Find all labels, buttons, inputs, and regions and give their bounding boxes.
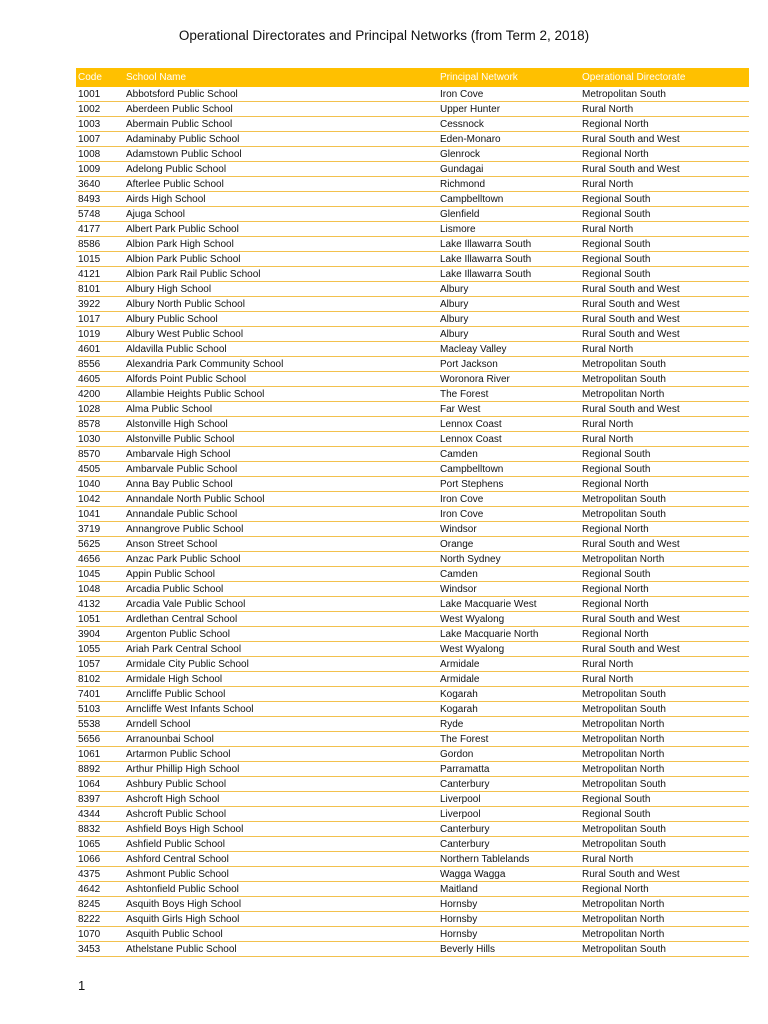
cell-school-name: Ambarvale High School — [124, 447, 438, 462]
cell-principal-network: Cessnock — [438, 117, 580, 132]
cell-code: 5748 — [76, 207, 124, 222]
table-row — [76, 462, 749, 477]
cell-operational-directorate: Metropolitan North — [580, 912, 749, 927]
cell-school-name: Arranounbai School — [124, 732, 438, 747]
cell-code: 8101 — [76, 282, 124, 297]
table-row — [76, 687, 749, 702]
table-row — [76, 162, 749, 177]
table-row — [76, 567, 749, 582]
cell-operational-directorate: Metropolitan South — [580, 777, 749, 792]
cell-principal-network: Lismore — [438, 222, 580, 237]
cell-operational-directorate: Regional South — [580, 807, 749, 822]
table-row — [76, 312, 749, 327]
table-row — [76, 522, 749, 537]
cell-school-name: Alstonville High School — [124, 417, 438, 432]
cell-school-name: Ashfield Boys High School — [124, 822, 438, 837]
cell-operational-directorate: Rural South and West — [580, 312, 749, 327]
table-row — [76, 702, 749, 717]
cell-school-name: Airds High School — [124, 192, 438, 207]
cell-principal-network: Armidale — [438, 657, 580, 672]
cell-principal-network: Port Jackson — [438, 357, 580, 372]
cell-school-name: Abermain Public School — [124, 117, 438, 132]
cell-principal-network: Glenfield — [438, 207, 580, 222]
cell-principal-network: Lake Macquarie West — [438, 597, 580, 612]
cell-operational-directorate: Metropolitan South — [580, 87, 749, 102]
cell-operational-directorate: Metropolitan North — [580, 732, 749, 747]
table-row — [76, 117, 749, 132]
cell-principal-network: Upper Hunter — [438, 102, 580, 117]
table-row — [76, 222, 749, 237]
table-row — [76, 732, 749, 747]
cell-operational-directorate: Rural South and West — [580, 132, 749, 147]
cell-principal-network: Kogarah — [438, 687, 580, 702]
schools-table — [76, 68, 749, 957]
cell-operational-directorate: Regional South — [580, 462, 749, 477]
cell-principal-network: Albury — [438, 297, 580, 312]
cell-principal-network: Hornsby — [438, 897, 580, 912]
cell-operational-directorate: Regional North — [580, 882, 749, 897]
cell-principal-network: Port Stephens — [438, 477, 580, 492]
cell-operational-directorate: Metropolitan South — [580, 942, 749, 957]
cell-operational-directorate: Metropolitan North — [580, 897, 749, 912]
cell-code: 4656 — [76, 552, 124, 567]
cell-principal-network: Lennox Coast — [438, 432, 580, 447]
cell-school-name: Ashford Central School — [124, 852, 438, 867]
cell-school-name: Annandale North Public School — [124, 492, 438, 507]
cell-school-name: Alstonville Public School — [124, 432, 438, 447]
cell-school-name: Anna Bay Public School — [124, 477, 438, 492]
cell-principal-network: Iron Cove — [438, 87, 580, 102]
cell-code: 1057 — [76, 657, 124, 672]
table-row — [76, 237, 749, 252]
cell-operational-directorate: Regional South — [580, 267, 749, 282]
cell-operational-directorate: Metropolitan North — [580, 747, 749, 762]
cell-principal-network: Windsor — [438, 522, 580, 537]
cell-school-name: Armidale High School — [124, 672, 438, 687]
cell-school-name: Arndell School — [124, 717, 438, 732]
header-operational-directorate: Operational Directorate — [580, 68, 749, 87]
table-row — [76, 177, 749, 192]
cell-school-name: Arcadia Public School — [124, 582, 438, 597]
cell-code: 1041 — [76, 507, 124, 522]
cell-school-name: Arcadia Vale Public School — [124, 597, 438, 612]
cell-code: 8222 — [76, 912, 124, 927]
cell-principal-network: Liverpool — [438, 792, 580, 807]
cell-code: 8832 — [76, 822, 124, 837]
table-row — [76, 507, 749, 522]
table-row — [76, 837, 749, 852]
cell-code: 1003 — [76, 117, 124, 132]
cell-principal-network: Albury — [438, 282, 580, 297]
cell-code: 4605 — [76, 372, 124, 387]
cell-school-name: Asquith Girls High School — [124, 912, 438, 927]
cell-principal-network: The Forest — [438, 387, 580, 402]
cell-school-name: Ajuga School — [124, 207, 438, 222]
cell-code: 5656 — [76, 732, 124, 747]
cell-operational-directorate: Regional South — [580, 252, 749, 267]
cell-code: 4200 — [76, 387, 124, 402]
cell-principal-network: Liverpool — [438, 807, 580, 822]
table-row — [76, 372, 749, 387]
cell-operational-directorate: Metropolitan South — [580, 687, 749, 702]
cell-code: 3719 — [76, 522, 124, 537]
cell-operational-directorate: Regional South — [580, 237, 749, 252]
cell-principal-network: Woronora River — [438, 372, 580, 387]
cell-code: 1001 — [76, 87, 124, 102]
cell-code: 1048 — [76, 582, 124, 597]
cell-operational-directorate: Rural North — [580, 342, 749, 357]
cell-school-name: Ariah Park Central School — [124, 642, 438, 657]
table-row — [76, 612, 749, 627]
cell-code: 8245 — [76, 897, 124, 912]
cell-code: 3922 — [76, 297, 124, 312]
cell-principal-network: Canterbury — [438, 837, 580, 852]
table-body — [76, 87, 749, 957]
cell-operational-directorate: Metropolitan North — [580, 927, 749, 942]
cell-school-name: Arthur Phillip High School — [124, 762, 438, 777]
cell-school-name: Anzac Park Public School — [124, 552, 438, 567]
cell-school-name: Afterlee Public School — [124, 177, 438, 192]
cell-code: 8397 — [76, 792, 124, 807]
table-row — [76, 492, 749, 507]
table-row — [76, 747, 749, 762]
table-row — [76, 927, 749, 942]
table-row — [76, 552, 749, 567]
cell-school-name: Alma Public School — [124, 402, 438, 417]
cell-operational-directorate: Metropolitan North — [580, 762, 749, 777]
cell-operational-directorate: Rural South and West — [580, 327, 749, 342]
cell-operational-directorate: Rural North — [580, 852, 749, 867]
cell-principal-network: Parramatta — [438, 762, 580, 777]
cell-principal-network: North Sydney — [438, 552, 580, 567]
cell-code: 3904 — [76, 627, 124, 642]
cell-operational-directorate: Rural North — [580, 657, 749, 672]
cell-code: 4601 — [76, 342, 124, 357]
cell-code: 8493 — [76, 192, 124, 207]
cell-school-name: Appin Public School — [124, 567, 438, 582]
cell-operational-directorate: Rural North — [580, 432, 749, 447]
page-number: 1 — [78, 978, 86, 993]
cell-operational-directorate: Rural North — [580, 222, 749, 237]
cell-code: 1051 — [76, 612, 124, 627]
cell-code: 1040 — [76, 477, 124, 492]
cell-principal-network: Hornsby — [438, 912, 580, 927]
cell-principal-network: Campbelltown — [438, 192, 580, 207]
cell-principal-network: Macleay Valley — [438, 342, 580, 357]
cell-code: 4177 — [76, 222, 124, 237]
cell-principal-network: Lake Macquarie North — [438, 627, 580, 642]
cell-principal-network: Ryde — [438, 717, 580, 732]
cell-code: 1030 — [76, 432, 124, 447]
table-row — [76, 432, 749, 447]
cell-school-name: Ashcroft Public School — [124, 807, 438, 822]
cell-operational-directorate: Metropolitan North — [580, 552, 749, 567]
cell-school-name: Asquith Public School — [124, 927, 438, 942]
table-row — [76, 447, 749, 462]
cell-principal-network: Richmond — [438, 177, 580, 192]
cell-code: 1008 — [76, 147, 124, 162]
cell-principal-network: Far West — [438, 402, 580, 417]
table-row — [76, 87, 749, 102]
table-row — [76, 867, 749, 882]
cell-school-name: Albert Park Public School — [124, 222, 438, 237]
table-row — [76, 912, 749, 927]
cell-code: 1066 — [76, 852, 124, 867]
cell-operational-directorate: Rural North — [580, 417, 749, 432]
cell-operational-directorate: Regional South — [580, 192, 749, 207]
cell-school-name: Albion Park Public School — [124, 252, 438, 267]
cell-school-name: Annangrove Public School — [124, 522, 438, 537]
cell-school-name: Alfords Point Public School — [124, 372, 438, 387]
cell-principal-network: The Forest — [438, 732, 580, 747]
cell-code: 1070 — [76, 927, 124, 942]
cell-school-name: Annandale Public School — [124, 507, 438, 522]
cell-code: 8578 — [76, 417, 124, 432]
cell-code: 1045 — [76, 567, 124, 582]
cell-school-name: Alexandria Park Community School — [124, 357, 438, 372]
cell-operational-directorate: Metropolitan North — [580, 717, 749, 732]
table-row — [76, 282, 749, 297]
cell-principal-network: Eden-Monaro — [438, 132, 580, 147]
cell-code: 7401 — [76, 687, 124, 702]
cell-principal-network: West Wyalong — [438, 612, 580, 627]
cell-school-name: Ashfield Public School — [124, 837, 438, 852]
cell-principal-network: Camden — [438, 567, 580, 582]
table-row — [76, 852, 749, 867]
cell-principal-network: Beverly Hills — [438, 942, 580, 957]
cell-principal-network: Lake Illawarra South — [438, 237, 580, 252]
cell-school-name: Arncliffe West Infants School — [124, 702, 438, 717]
cell-operational-directorate: Regional North — [580, 582, 749, 597]
cell-code: 4375 — [76, 867, 124, 882]
table-row — [76, 882, 749, 897]
table-row — [76, 777, 749, 792]
cell-operational-directorate: Metropolitan South — [580, 492, 749, 507]
table-header-row — [76, 68, 749, 87]
cell-code: 1019 — [76, 327, 124, 342]
cell-code: 1065 — [76, 837, 124, 852]
cell-principal-network: Gordon — [438, 747, 580, 762]
cell-operational-directorate: Metropolitan South — [580, 357, 749, 372]
table-row — [76, 792, 749, 807]
cell-code: 8570 — [76, 447, 124, 462]
cell-code: 8102 — [76, 672, 124, 687]
table-row — [76, 132, 749, 147]
cell-operational-directorate: Regional South — [580, 207, 749, 222]
table-row — [76, 582, 749, 597]
table-row — [76, 672, 749, 687]
cell-code: 8556 — [76, 357, 124, 372]
cell-school-name: Asquith Boys High School — [124, 897, 438, 912]
cell-principal-network: Windsor — [438, 582, 580, 597]
table-row — [76, 297, 749, 312]
table-row — [76, 387, 749, 402]
table-row — [76, 807, 749, 822]
table-row — [76, 717, 749, 732]
cell-code: 1064 — [76, 777, 124, 792]
cell-school-name: Ardlethan Central School — [124, 612, 438, 627]
table-row — [76, 192, 749, 207]
cell-code: 1017 — [76, 312, 124, 327]
table-row — [76, 477, 749, 492]
cell-operational-directorate: Metropolitan South — [580, 822, 749, 837]
cell-school-name: Arncliffe Public School — [124, 687, 438, 702]
table-row — [76, 267, 749, 282]
cell-operational-directorate: Regional North — [580, 477, 749, 492]
cell-operational-directorate: Regional South — [580, 567, 749, 582]
cell-school-name: Albury North Public School — [124, 297, 438, 312]
cell-operational-directorate: Metropolitan South — [580, 702, 749, 717]
table-row — [76, 657, 749, 672]
cell-operational-directorate: Metropolitan South — [580, 372, 749, 387]
cell-code: 1009 — [76, 162, 124, 177]
cell-principal-network: Orange — [438, 537, 580, 552]
cell-school-name: Adamstown Public School — [124, 147, 438, 162]
cell-school-name: Aberdeen Public School — [124, 102, 438, 117]
table-row — [76, 357, 749, 372]
cell-school-name: Albion Park Rail Public School — [124, 267, 438, 282]
cell-principal-network: Lake Illawarra South — [438, 267, 580, 282]
table-row — [76, 537, 749, 552]
table-row — [76, 342, 749, 357]
cell-principal-network: Lennox Coast — [438, 417, 580, 432]
cell-school-name: Adelong Public School — [124, 162, 438, 177]
cell-principal-network: Glenrock — [438, 147, 580, 162]
cell-school-name: Artarmon Public School — [124, 747, 438, 762]
cell-operational-directorate: Metropolitan South — [580, 507, 749, 522]
table-row — [76, 897, 749, 912]
cell-code: 8586 — [76, 237, 124, 252]
cell-school-name: Ambarvale Public School — [124, 462, 438, 477]
cell-principal-network: Hornsby — [438, 927, 580, 942]
table-row — [76, 147, 749, 162]
cell-school-name: Argenton Public School — [124, 627, 438, 642]
table-row — [76, 207, 749, 222]
cell-code: 1055 — [76, 642, 124, 657]
cell-principal-network: Canterbury — [438, 822, 580, 837]
cell-operational-directorate: Metropolitan North — [580, 387, 749, 402]
cell-principal-network: Gundagai — [438, 162, 580, 177]
header-principal-network: Principal Network — [438, 68, 580, 87]
cell-operational-directorate: Rural North — [580, 177, 749, 192]
cell-principal-network: Campbelltown — [438, 462, 580, 477]
cell-operational-directorate: Rural South and West — [580, 642, 749, 657]
cell-code: 5103 — [76, 702, 124, 717]
cell-school-name: Allambie Heights Public School — [124, 387, 438, 402]
cell-school-name: Ashtonfield Public School — [124, 882, 438, 897]
cell-operational-directorate: Regional South — [580, 447, 749, 462]
table-row — [76, 642, 749, 657]
cell-school-name: Albury Public School — [124, 312, 438, 327]
cell-code: 5538 — [76, 717, 124, 732]
table-row — [76, 822, 749, 837]
cell-operational-directorate: Rural South and West — [580, 297, 749, 312]
cell-school-name: Anson Street School — [124, 537, 438, 552]
table-row — [76, 252, 749, 267]
cell-code: 5625 — [76, 537, 124, 552]
cell-code: 8892 — [76, 762, 124, 777]
cell-operational-directorate: Regional North — [580, 117, 749, 132]
cell-code: 4121 — [76, 267, 124, 282]
cell-school-name: Aldavilla Public School — [124, 342, 438, 357]
cell-principal-network: Wagga Wagga — [438, 867, 580, 882]
table-row — [76, 762, 749, 777]
table-row — [76, 102, 749, 117]
cell-principal-network: Iron Cove — [438, 507, 580, 522]
table-row — [76, 402, 749, 417]
cell-principal-network: Albury — [438, 312, 580, 327]
cell-operational-directorate: Rural South and West — [580, 282, 749, 297]
cell-school-name: Albury West Public School — [124, 327, 438, 342]
table-row — [76, 417, 749, 432]
cell-principal-network: Northern Tablelands — [438, 852, 580, 867]
cell-principal-network: Armidale — [438, 672, 580, 687]
cell-code: 1015 — [76, 252, 124, 267]
cell-code: 1007 — [76, 132, 124, 147]
cell-school-name: Ashbury Public School — [124, 777, 438, 792]
page-title: Operational Directorates and Principal Networks (from Term 2, 2018) — [178, 28, 590, 43]
cell-operational-directorate: Rural North — [580, 102, 749, 117]
cell-operational-directorate: Rural South and West — [580, 867, 749, 882]
cell-operational-directorate: Regional North — [580, 522, 749, 537]
cell-operational-directorate: Regional North — [580, 597, 749, 612]
cell-code: 1002 — [76, 102, 124, 117]
cell-code: 1028 — [76, 402, 124, 417]
cell-school-name: Ashcroft High School — [124, 792, 438, 807]
header-school-name: School Name — [124, 68, 438, 87]
cell-school-name: Adaminaby Public School — [124, 132, 438, 147]
cell-code: 3640 — [76, 177, 124, 192]
cell-school-name: Albury High School — [124, 282, 438, 297]
cell-operational-directorate: Regional North — [580, 147, 749, 162]
cell-principal-network: Iron Cove — [438, 492, 580, 507]
cell-principal-network: Lake Illawarra South — [438, 252, 580, 267]
table-row — [76, 327, 749, 342]
cell-school-name: Athelstane Public School — [124, 942, 438, 957]
cell-code: 4132 — [76, 597, 124, 612]
cell-principal-network: Camden — [438, 447, 580, 462]
cell-operational-directorate: Rural South and West — [580, 402, 749, 417]
cell-code: 1061 — [76, 747, 124, 762]
cell-principal-network: Canterbury — [438, 777, 580, 792]
cell-school-name: Albion Park High School — [124, 237, 438, 252]
cell-principal-network: West Wyalong — [438, 642, 580, 657]
cell-operational-directorate: Rural South and West — [580, 612, 749, 627]
cell-principal-network: Albury — [438, 327, 580, 342]
table-row — [76, 942, 749, 957]
cell-principal-network: Kogarah — [438, 702, 580, 717]
cell-operational-directorate: Regional South — [580, 792, 749, 807]
cell-principal-network: Maitland — [438, 882, 580, 897]
cell-operational-directorate: Rural North — [580, 672, 749, 687]
cell-school-name: Armidale City Public School — [124, 657, 438, 672]
cell-code: 4344 — [76, 807, 124, 822]
cell-operational-directorate: Rural South and West — [580, 162, 749, 177]
table-row — [76, 597, 749, 612]
cell-code: 4505 — [76, 462, 124, 477]
cell-school-name: Ashmont Public School — [124, 867, 438, 882]
cell-operational-directorate: Rural South and West — [580, 537, 749, 552]
cell-code: 1042 — [76, 492, 124, 507]
cell-code: 3453 — [76, 942, 124, 957]
cell-school-name: Abbotsford Public School — [124, 87, 438, 102]
header-code: Code — [76, 68, 124, 87]
cell-code: 4642 — [76, 882, 124, 897]
table-row — [76, 627, 749, 642]
cell-operational-directorate: Metropolitan South — [580, 837, 749, 852]
cell-operational-directorate: Regional North — [580, 627, 749, 642]
